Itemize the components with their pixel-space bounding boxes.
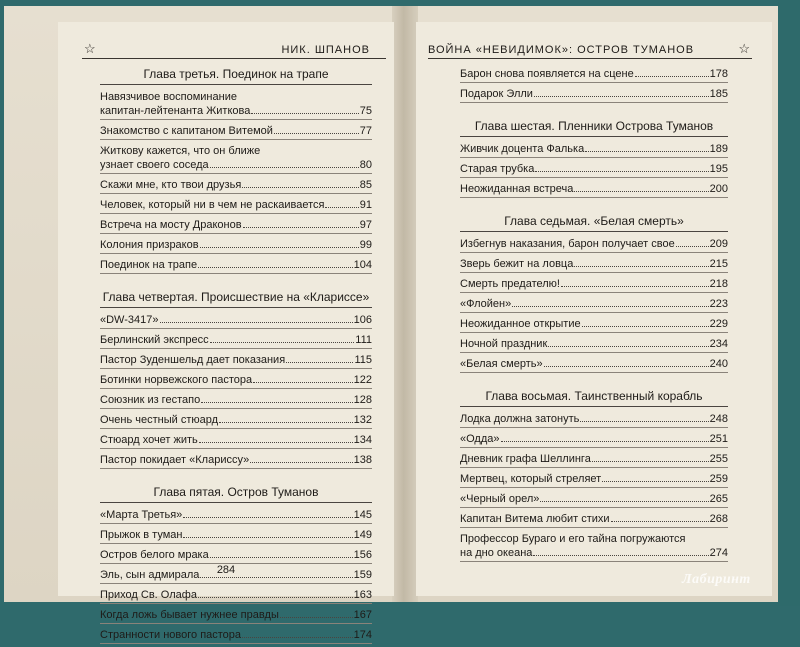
toc-entry [460, 296, 728, 313]
chapter-rule [460, 136, 728, 137]
dot-leader [242, 178, 358, 188]
toc-entry [100, 452, 372, 469]
entry-title: Лодка должна затонуть [460, 413, 580, 425]
dot-leader [574, 257, 708, 267]
entry-page-number: 111 [355, 334, 372, 346]
dot-leader [286, 353, 353, 363]
entry-row [460, 492, 728, 506]
entry-title: Барон снова появляется на сцене [460, 68, 634, 80]
entry-title: «Марта Третья» [100, 509, 183, 521]
entry-page-number: 138 [353, 454, 372, 466]
toc-entry [100, 432, 372, 449]
toc-entry [460, 66, 728, 83]
entry-title: Мертвец, который стреляет [460, 473, 602, 485]
dot-leader [274, 124, 359, 134]
entry-page-number: 229 [709, 318, 728, 330]
entry-page-number: 248 [709, 413, 728, 425]
entry-title: Эль, сын адмирала [100, 569, 200, 581]
entry-title: Остров белого мрака [100, 549, 209, 561]
entry-page-number: 218 [709, 278, 728, 290]
toc-entry [460, 356, 728, 373]
entry-row [100, 453, 372, 467]
entry-title: Поединок на трапе [100, 259, 198, 271]
toc-entry [460, 141, 728, 158]
entry-page-number: 149 [353, 529, 372, 541]
entry-row [100, 413, 372, 427]
entry-title: Подарок Элли [460, 88, 533, 100]
right-page [416, 22, 772, 596]
entry-title: Избегнув наказания, барон получает свое [460, 238, 675, 250]
chapter-rule [100, 307, 372, 308]
entry-page-number: 274 [709, 547, 728, 559]
dot-leader [544, 357, 709, 367]
dot-leader [611, 512, 709, 522]
toc-entry [100, 257, 372, 274]
entry-title: «Черный орел» [460, 493, 540, 505]
entry-title: Берлинский экспресс [100, 334, 209, 346]
toc-entry [100, 177, 372, 194]
chapter-gap [460, 106, 728, 118]
entry-page-number: 174 [353, 629, 372, 641]
entry-page-number: 234 [709, 338, 728, 350]
toc-entry [100, 587, 372, 604]
toc-entry [100, 197, 372, 214]
entry-row [460, 546, 728, 560]
book-gutter [392, 6, 418, 602]
toc-entry [100, 123, 372, 140]
entry-page-number: 259 [709, 473, 728, 485]
toc-entry [100, 332, 372, 349]
dot-leader [585, 142, 708, 152]
entry-row [460, 277, 728, 291]
toc-entry [460, 336, 728, 353]
entry-row [100, 548, 372, 562]
toc-entry [100, 372, 372, 389]
entry-title: Дневник графа Шеллинга [460, 453, 591, 465]
chapter-rule [100, 84, 372, 85]
entry-row [460, 357, 728, 371]
entry-row [100, 373, 372, 387]
entry-row [100, 528, 372, 542]
entry-row [460, 257, 728, 271]
dot-leader [582, 317, 709, 327]
entry-row [460, 412, 728, 426]
dot-leader [561, 277, 709, 287]
dot-leader [592, 452, 709, 462]
watermark-logo: Лабиринт [682, 572, 751, 587]
entry-page-number: 189 [709, 143, 728, 155]
chapter-heading: Глава восьмая. Таинственный корабль [485, 389, 703, 403]
entry-row [460, 142, 728, 156]
chapter-heading: Глава пятая. Остров Туманов [153, 485, 319, 499]
entry-row [100, 104, 372, 118]
toc-entry [100, 547, 372, 564]
entry-title-line: Профессор Бураго и его тайна погружаются [460, 533, 686, 545]
entry-title: Пастор Зуденшельд дает показания [100, 354, 286, 366]
dot-leader [242, 628, 353, 638]
chapter-rule [460, 406, 728, 407]
dot-leader [250, 453, 352, 463]
entry-row [460, 237, 728, 251]
entry-row [100, 588, 372, 602]
toc-entry [100, 412, 372, 429]
toc-entry [460, 236, 728, 253]
entry-row [460, 182, 728, 196]
dot-leader [183, 528, 352, 538]
chapter-heading: Глава третья. Поединок на трапе [143, 67, 329, 81]
entry-page-number: 167 [353, 609, 372, 621]
dot-leader [198, 258, 353, 268]
toc-entry [460, 531, 728, 562]
toc-entry [460, 86, 728, 103]
toc-entry [460, 451, 728, 468]
entry-title: Когда ложь бывает нужнее правды [100, 609, 279, 621]
dot-leader [602, 472, 708, 482]
entry-row [100, 313, 372, 327]
toc-entry [100, 507, 372, 524]
entry-title: капитан-лейтенанта Житкова [100, 105, 251, 117]
entry-title-line: Житкову кажется, что он ближе [100, 145, 261, 157]
dot-leader [210, 548, 353, 558]
entry-page-number: 178 [709, 68, 728, 80]
toc-entry [100, 237, 372, 254]
entry-title: Очень честный стюард [100, 414, 219, 426]
chapter-heading: Глава седьмая. «Белая смерть» [504, 214, 684, 228]
dot-leader [574, 182, 708, 192]
entry-row [460, 162, 728, 176]
left-running-head: НИК. ШПАНОВ [82, 42, 386, 59]
toc-entry [100, 312, 372, 329]
entry-row [460, 452, 728, 466]
entry-page-number: 185 [709, 88, 728, 100]
dot-leader [210, 333, 355, 343]
open-book [4, 6, 794, 641]
dot-leader [580, 412, 708, 422]
toc-entry [100, 392, 372, 409]
entry-page-number: 251 [709, 433, 728, 445]
entry-title: «Флойен» [460, 298, 512, 310]
entry-page-number: 195 [709, 163, 728, 175]
entry-page-number: 209 [709, 238, 728, 250]
dot-leader [512, 297, 708, 307]
dot-leader [325, 198, 358, 208]
entry-title: Колония призраков [100, 239, 199, 251]
entry-row [100, 238, 372, 252]
dot-leader [243, 218, 359, 228]
entry-row [100, 333, 372, 347]
entry-page-number: 132 [353, 414, 372, 426]
right-running-head: ВОЙНА «НЕВИДИМОК»: ОСТРОВ ТУМАНОВ [428, 42, 752, 59]
entry-title: Капитан Витема любит стихи [460, 513, 610, 525]
entry-page-number: 145 [353, 509, 372, 521]
dot-leader [160, 313, 353, 323]
dot-leader [540, 492, 708, 502]
entry-page-number: 85 [359, 179, 372, 191]
left-page [58, 22, 394, 641]
entry-row [100, 198, 372, 212]
toc-entry [460, 316, 728, 333]
entry-title: Неожиданное открытие [460, 318, 581, 330]
toc-entry [100, 143, 372, 174]
entry-title: Странности нового пастора [100, 629, 242, 641]
star-icon: ☆ [84, 41, 96, 56]
entry-row [100, 258, 372, 272]
entry-title: Человек, который ни в чем не раскаивается [100, 199, 325, 211]
entry-title: Ночной праздник [460, 338, 548, 350]
toc-entry [100, 352, 372, 369]
entry-page-number: 128 [353, 394, 372, 406]
toc-entry [460, 411, 728, 428]
dot-leader [219, 413, 353, 423]
entry-title: Пастор покидает «Клариссу» [100, 454, 250, 466]
toc-entry [100, 89, 372, 120]
dot-leader [183, 508, 352, 518]
entry-title: Старая трубка [460, 163, 535, 175]
entry-row [100, 508, 372, 522]
dot-leader [501, 432, 709, 442]
dot-leader [548, 337, 708, 347]
dot-leader [280, 608, 353, 618]
entry-page-number: 163 [353, 589, 372, 601]
entry-page-number: 122 [353, 374, 372, 386]
dot-leader [210, 158, 359, 168]
entry-row [100, 393, 372, 407]
entry-title: Смерть предателю! [460, 278, 560, 290]
dot-leader [199, 433, 353, 443]
entry-title: «DW-3417» [100, 314, 159, 326]
entry-title: Союзник из гестапо [100, 394, 201, 406]
entry-row [460, 432, 728, 446]
toc-entry [460, 181, 728, 198]
toc-entry [460, 511, 728, 528]
chapter-gap [100, 277, 372, 289]
entry-title: узнает своего соседа [100, 159, 209, 171]
toc-entry [460, 431, 728, 448]
entry-title: Скажи мне, кто твои друзья [100, 179, 242, 191]
entry-page-number: 240 [709, 358, 728, 370]
entry-page-number: 265 [709, 493, 728, 505]
dot-leader [533, 546, 708, 556]
toc-entry [100, 217, 372, 234]
page-number: 284 [216, 564, 236, 576]
dot-leader [251, 104, 358, 114]
entry-page-number: 200 [709, 183, 728, 195]
entry-page-number: 106 [353, 314, 372, 326]
chapter-heading: Глава шестая. Пленники Острова Туманов [474, 119, 714, 133]
entry-page-number: 77 [359, 125, 372, 137]
entry-title-line: Навязчивое воспоминание [100, 91, 237, 103]
entry-title: на дно океана [460, 547, 533, 559]
entry-title: «Одда» [460, 433, 500, 445]
entry-title: Приход Св. Олафа [100, 589, 197, 601]
toc-entry [460, 471, 728, 488]
entry-page-number: 215 [709, 258, 728, 270]
entry-row [100, 218, 372, 232]
toc-entry [460, 491, 728, 508]
entry-page-number: 75 [359, 105, 372, 117]
entry-row [460, 297, 728, 311]
star-icon: ☆ [738, 41, 750, 56]
dot-leader [534, 87, 709, 97]
entry-title: Стюард хочет жить [100, 434, 198, 446]
entry-title: Живчик доцента Фалька [460, 143, 585, 155]
dot-leader [201, 393, 352, 403]
entry-row [460, 67, 728, 81]
entry-row [100, 178, 372, 192]
left-toc [100, 66, 372, 647]
entry-title: Ботинки норвежского пастора [100, 374, 253, 386]
entry-row [100, 433, 372, 447]
entry-row [460, 337, 728, 351]
entry-page-number: 134 [353, 434, 372, 446]
chapter-gap [460, 201, 728, 213]
toc-entry [100, 527, 372, 544]
entry-row [100, 353, 372, 367]
entry-page-number: 97 [359, 219, 372, 231]
chapter-gap [100, 472, 372, 484]
entry-page-number: 268 [709, 513, 728, 525]
entry-title: Встреча на мосту Драконов [100, 219, 242, 231]
entry-row [100, 158, 372, 172]
dot-leader [253, 373, 353, 383]
toc-entry [100, 627, 372, 644]
entry-title: «Белая смерть» [460, 358, 543, 370]
entry-page-number: 104 [353, 259, 372, 271]
entry-row [100, 124, 372, 138]
entry-page-number: 99 [359, 239, 372, 251]
chapter-heading: Глава четвертая. Происшествие на «Клариссе» [102, 290, 370, 304]
entry-row [460, 87, 728, 101]
entry-page-number: 255 [709, 453, 728, 465]
entry-title: Прыжок в туман [100, 529, 183, 541]
entry-title: Зверь бежит на ловца [460, 258, 574, 270]
toc-entry [460, 161, 728, 178]
entry-page-number: 115 [354, 354, 372, 366]
entry-page-number: 80 [359, 159, 372, 171]
toc-entry [100, 607, 372, 624]
right-toc [460, 66, 728, 565]
dot-leader [635, 67, 709, 77]
toc-entry [460, 256, 728, 273]
chapter-rule [100, 502, 372, 503]
entry-row [100, 608, 372, 622]
dot-leader [535, 162, 708, 172]
entry-page-number: 156 [353, 549, 372, 561]
entry-row [460, 317, 728, 331]
cover-edge [778, 0, 800, 606]
entry-page-number: 91 [359, 199, 372, 211]
toc-entry [460, 276, 728, 293]
entry-row [460, 512, 728, 526]
entry-page-number: 159 [353, 569, 372, 581]
chapter-rule [460, 231, 728, 232]
entry-row [100, 628, 372, 642]
entry-title: Знакомство с капитаном Витемой [100, 125, 273, 137]
dot-leader [198, 588, 353, 598]
dot-leader [200, 238, 359, 248]
entry-title: Неожиданная встреча [460, 183, 574, 195]
entry-row [460, 472, 728, 486]
dot-leader [676, 237, 709, 247]
chapter-gap [460, 376, 728, 388]
entry-page-number: 223 [709, 298, 728, 310]
